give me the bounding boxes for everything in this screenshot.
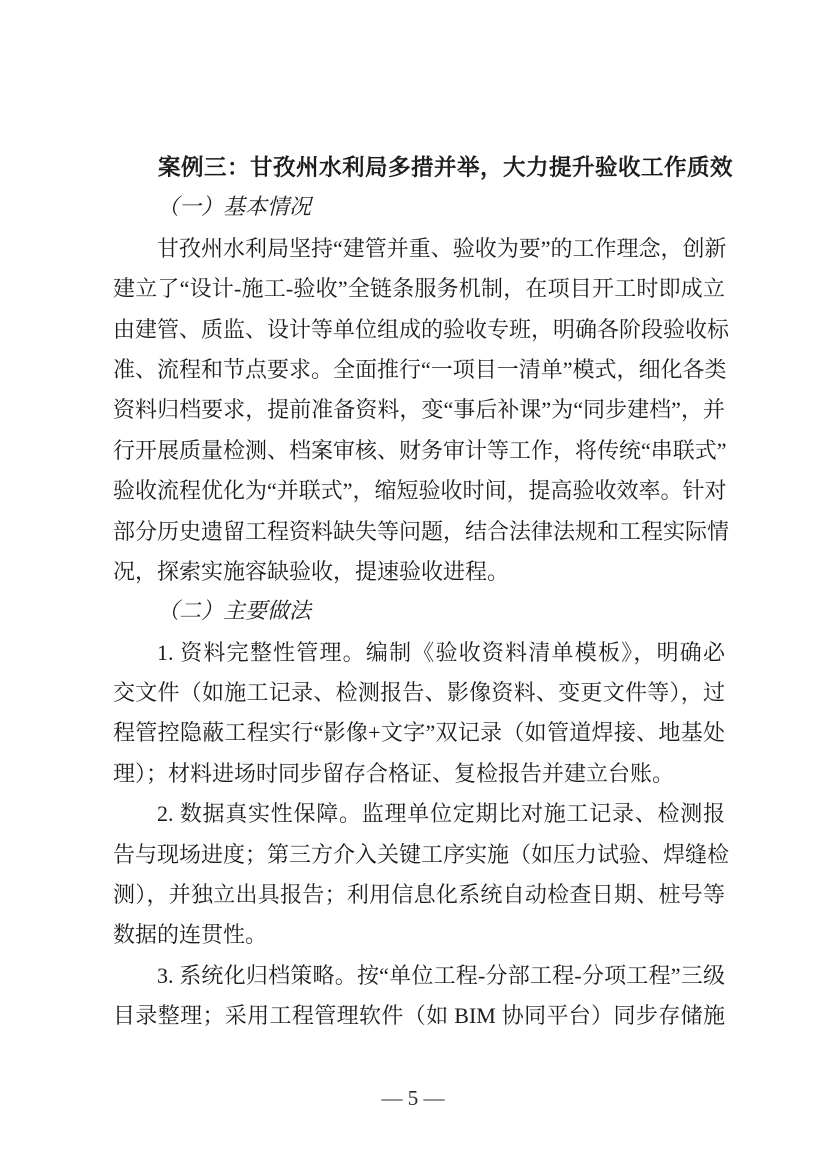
text-line: 数据的连贯性。	[113, 922, 268, 948]
text-line: 1. 资料完整性管理。编制《验收资料清单模板》，明确必	[157, 639, 725, 665]
text-line: 理）；材料进场时同步留存合格证、复检报告并建立台账。	[113, 760, 675, 786]
paragraph	[113, 794, 730, 956]
page-number: — 5 —	[381, 1086, 445, 1110]
text-line: 建立了“设计-施工-验收”全链条服务机制，在项目开工时即成立	[113, 276, 725, 302]
text-line: 验收流程优化为“并联式”，缩短验收时间，提高验收效率。针对	[113, 478, 727, 504]
text-line: 行开展质量检测、档案审核、财务审计等工作，将传统“串联式”	[113, 437, 727, 463]
text-line: 部分历史遗留工程资料缺失等问题，结合法律法规和工程实际情	[113, 518, 730, 544]
text-line: 程管控隐蔽工程实行“影像+文字”双记录（如管道焊接、地基处	[113, 720, 725, 746]
text-line: 况，探索实施容缺验收，提速验收进程。	[113, 558, 510, 584]
text-line: 由建管、质监、设计等单位组成的验收专班，明确各阶段验收标	[113, 316, 730, 342]
section-heading: （二）主要做法	[157, 599, 312, 625]
text-line: 告与现场进度；第三方介入关键工序实施（如压力试验、焊缝检	[113, 841, 730, 867]
paragraph	[113, 956, 725, 1037]
section-heading: （一）基本情况	[157, 195, 312, 221]
page-footer	[0, 1085, 826, 1111]
text-line: 测），并独立出具报告；利用信息化系统自动检查日期、桩号等	[113, 882, 725, 908]
text-line: 甘孜州水利局坚持“建管并重、验收为要”的工作理念，创新	[157, 235, 727, 261]
text-line: 目录整理；采用工程管理软件（如 BIM 协同平台）同步存储施	[113, 1003, 725, 1029]
text-line: 交文件（如施工记录、检测报告、影像资料、变更文件等），过	[113, 680, 725, 706]
text-line: 2. 数据真实性保障。监理单位定期比对施工记录、检测报	[157, 801, 725, 827]
text-line: 准、流程和节点要求。全面推行“一项目一清单”模式，细化各类	[113, 356, 727, 382]
document-title: 案例三：甘孜州水利局多措并举，大力提升验收工作质效	[158, 155, 734, 180]
text-line: 3. 系统化归档策略。按“单位工程-分部工程-分项工程”三级	[157, 962, 725, 988]
page-body	[113, 148, 734, 1037]
text-line: 资料归档要求，提前准备资料，变“事后补课”为“同步建档”，并	[113, 397, 725, 423]
paragraph	[113, 633, 725, 795]
paragraph	[113, 229, 730, 593]
